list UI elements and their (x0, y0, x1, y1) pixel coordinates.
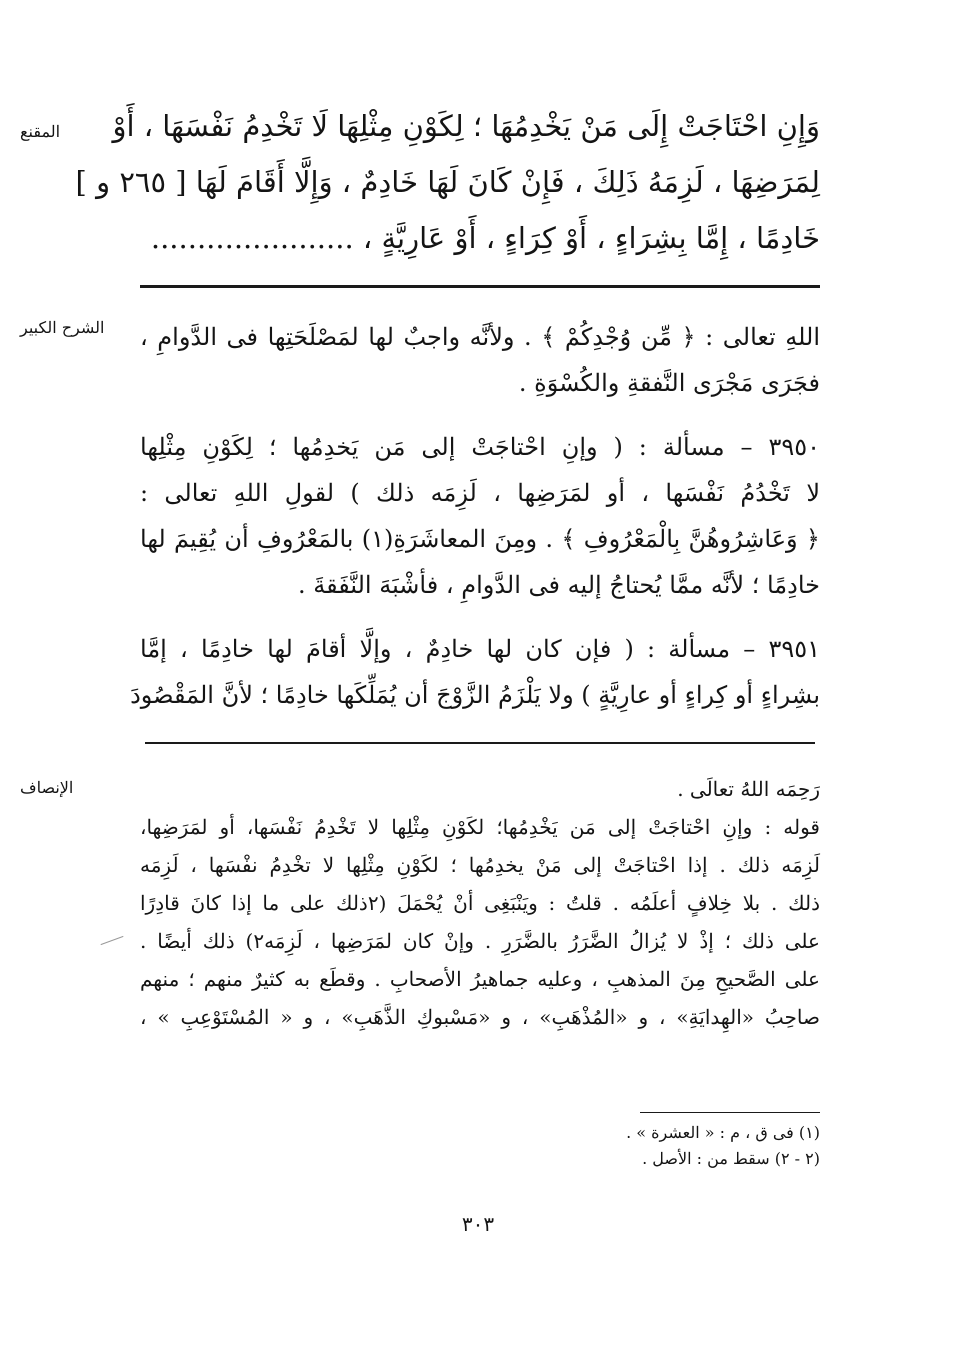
muqni-line: لِمَرَضِهَا ، لَزِمَهُ ذَلِكَ ، فَإِنْ كَانَ لَهَا خَادِمٌ ، وَإِلَّا أَقَامَ لَهَا [ ٢٦٥ و ] (75, 165, 820, 199)
sharh-issue-3950 (140, 424, 820, 608)
insaf-line: على ذلك ؛ إذْ لا يُزالُ الضَّرَرُ بالضَّرَرِ . وإنْ كان لمَرَضِها ، لَزِمَه٢) ذلك أيضًا . (140, 929, 820, 953)
insaf-text (140, 770, 820, 1036)
insaf-line: على الصَّحيحِ مِنَ المذهبِ ، وعليه جماهيرُ الأصحابِ . وقطَع به كثيرٌ منهم ؛ منهم (140, 967, 820, 991)
sharh-line: فجَرَى مَجْرَى النَّفقةِ والكُسْوَةِ . (518, 369, 820, 397)
sharh-text (140, 314, 820, 406)
footnote-divider (640, 1112, 820, 1113)
sharh-line: بشِراءٍ أو كِراءٍ أو عارِيَّةٍ ) ولا يَلْزَمُ الزَّوْجَ أن يُمَلِّكَها خادِمًا ؛ لأنَّ المَقْصُودَ (130, 681, 820, 709)
sharh-line: خادِمًا ؛ لأنَّه ممَّا يُحتاجُ إليه فى الدَّوامِ ، فأشْبَهَ النَّفَقةَ . (297, 571, 820, 599)
sharh-line: لا تَخْدُمُ نَفْسَها ، أو لمَرَضِها ، لَزِمَه ذلك ) لقولِ اللهِ تعالى : (140, 479, 821, 507)
footnote: (١) فى ق ، م : « العشرة » . (626, 1123, 820, 1142)
insaf-line: قوله : وإنِ احْتاجَتْ إلى مَن يَخْدِمُها؛ لكَوْنِ مِثْلِها لا تَخْدِمُ نَفْسَها، أو لمَرَضِها، (140, 815, 820, 839)
section-divider (140, 285, 820, 288)
footnote: (٢ - ٢) سقط من : الأصل . (642, 1149, 820, 1168)
sharh-line: اللهِ تعالى : ﴿ مِّن وُجْدِكُمْ ﴾ . ولأنَّه واجبٌ لها لمَصْلَحَتِها فى الدَّوامِ ، (140, 323, 820, 351)
margin-mark (101, 936, 124, 945)
insaf-label: الإنصاف (20, 778, 74, 797)
muqni-text (75, 98, 820, 266)
insaf-line: ذلك . بلا خِلافٍ أعلَمُه . قلتُ : ويَنْبَغِى أنْ يُحْمَلَ (٢ذلك على ما إذا كانَ قادِرًا (140, 891, 820, 915)
footnotes (540, 1120, 820, 1172)
muqni-label: المقنع (20, 122, 61, 141)
sharh-label: الشرح الكبير (20, 318, 105, 337)
sharh-line: ٣٩٥١ – مسألة : ( فإن كان لها خادِمٌ ، وإلَّا أقامَ لها خادِمًا ، إمَّا (140, 635, 820, 663)
sharh-line: ٣٩٥٠ – مسألة : ( وإنِ احْتاجَتْ إلى مَن يَخدِمُها ؛ لِكَوْنِ مِثْلِها (140, 433, 820, 461)
muqni-line: خَادِمًا ، إِمَّا بِشِرَاءٍ ، أَوْ كِرَاءٍ ، أَوْ عَارِيَّةٍ ، ...................... (150, 221, 820, 255)
sharh-line: ﴿ وَعَاشِرُوهُنَّ بِالْمَعْرُوفِ ﴾ . ومِنَ المعاشَرَةِ(١) بالمَعْرُوفِ أن يُقِيمَ لها (140, 525, 820, 553)
insaf-line: صاحِبُ «الهِدايَةِ» ، و «المُذْهَبِ» ، و «مَسْبوكِ الذَّهَبِ» ، و « المُسْتَوْعِبِ » ، (140, 1005, 820, 1029)
sharh-issue-3951 (130, 626, 820, 718)
page-number: ٣٠٣ (461, 1212, 495, 1236)
muqni-line: وَإِنِ احْتَاجَتْ إِلَى مَنْ يَخْدِمُهَا ؛ لِكَوْنِ مِثْلِهَا لَا تَخْدِمُ نَفْسَهَا ، أَوْ (112, 109, 820, 143)
insaf-line: لَزِمَه ذلك . إذا احْتاجَتْ إلى مَنْ يخدِمُها ؛ لكَوْنِ مِثْلِها لا تخْدِمُ نفْسَها ، لَزِمَه (140, 853, 820, 877)
insaf-line: رَحِمَه اللهُ تعالَى . (677, 777, 820, 801)
section-divider (145, 742, 815, 744)
